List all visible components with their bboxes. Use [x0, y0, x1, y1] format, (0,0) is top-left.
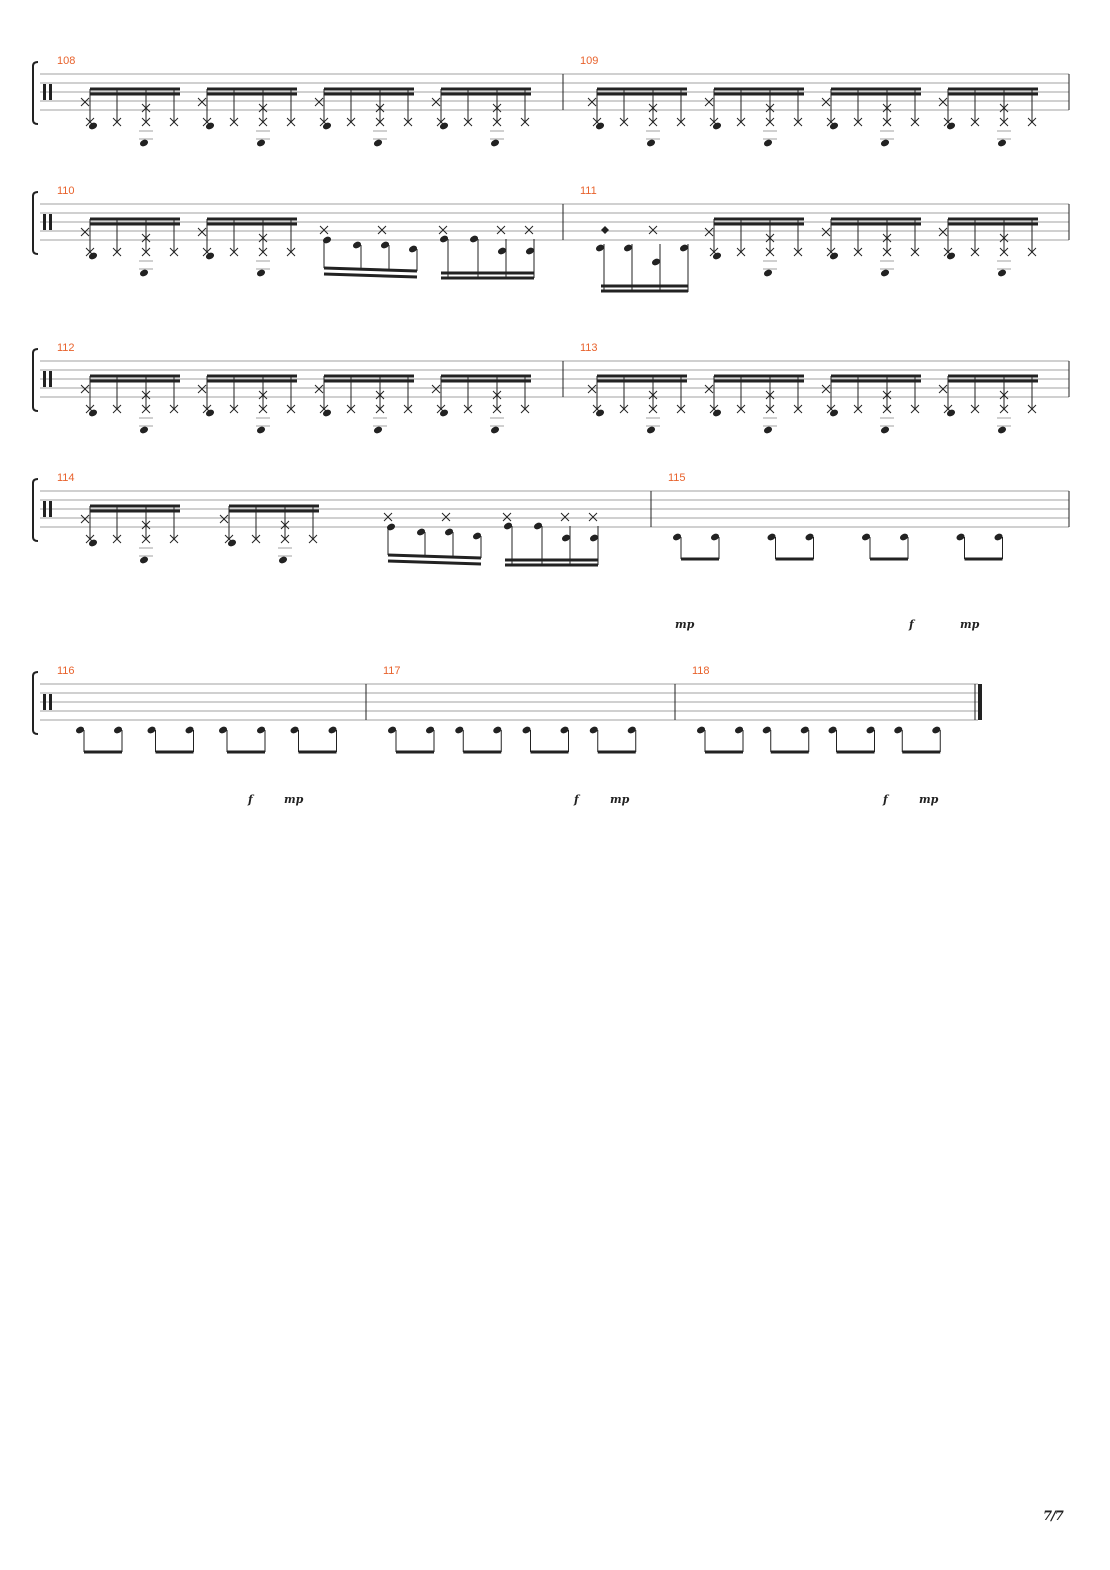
- measure-number: 109: [580, 55, 599, 67]
- percussion-clef: [43, 84, 46, 100]
- dynamic-marking: mp: [610, 793, 630, 806]
- measure-number: 108: [57, 55, 76, 67]
- eighth-pair: [146, 725, 194, 752]
- measure-number: 111: [580, 185, 597, 197]
- dynamic-marking: mp: [960, 618, 980, 631]
- eighth-pair: [827, 725, 875, 752]
- system-bracket: [33, 349, 38, 411]
- dynamic-marking: mp: [675, 618, 695, 631]
- measure-number: 113: [580, 342, 598, 354]
- system-bracket: [33, 192, 38, 254]
- eighth-pair: [955, 532, 1003, 559]
- dynamic-marking: mp: [919, 793, 939, 806]
- dynamic-marking: f: [909, 618, 914, 631]
- eighth-pair: [893, 725, 941, 752]
- final-barline: [978, 684, 982, 720]
- measure: [57, 665, 366, 806]
- percussion-clef: [43, 501, 46, 517]
- staff-system: [33, 55, 1069, 148]
- dynamic-marking: f: [574, 793, 579, 806]
- measure-number: 114: [57, 472, 75, 484]
- eighth-pair: [454, 725, 502, 752]
- staff-system: [33, 472, 1069, 631]
- system-bracket: [33, 62, 38, 124]
- measure-number: 110: [57, 185, 75, 197]
- system-bracket: [33, 479, 38, 541]
- eighth-pair: [218, 725, 266, 752]
- measure: [668, 472, 1069, 631]
- percussion-clef: [49, 371, 52, 387]
- eighth-pair: [861, 532, 909, 559]
- measure: [383, 665, 675, 806]
- measure-number: 117: [383, 665, 401, 677]
- staff-system: [33, 665, 982, 806]
- percussion-clef: [49, 84, 52, 100]
- measure-number: 112: [57, 342, 75, 354]
- percussion-clef: [49, 501, 52, 517]
- percussion-clef: [43, 371, 46, 387]
- dynamic-marking: f: [883, 793, 888, 806]
- eighth-pair: [289, 725, 337, 752]
- eighth-pair: [766, 532, 814, 559]
- eighth-pair: [762, 725, 810, 752]
- measure-number: 116: [57, 665, 75, 677]
- eighth-pair: [589, 725, 637, 752]
- staff-system: [33, 185, 1069, 292]
- percussion-clef: [43, 214, 46, 230]
- staff-system: [33, 342, 1069, 435]
- dynamic-marking: mp: [284, 793, 304, 806]
- eighth-pair: [672, 532, 720, 559]
- measure: [692, 665, 982, 806]
- cymbal-head: [601, 226, 609, 234]
- eighth-pair: [75, 725, 123, 752]
- system-bracket: [33, 672, 38, 734]
- percussion-clef: [43, 694, 46, 710]
- percussion-clef: [49, 694, 52, 710]
- eighth-pair: [387, 725, 435, 752]
- eighth-pair: [696, 725, 744, 752]
- eighth-pair: [521, 725, 569, 752]
- dynamic-marking: f: [248, 793, 253, 806]
- measure: [580, 185, 1069, 292]
- measure-number: 115: [668, 472, 686, 484]
- measure-number: 118: [692, 665, 710, 677]
- page-number: 7/7: [1043, 1509, 1063, 1524]
- percussion-clef: [49, 214, 52, 230]
